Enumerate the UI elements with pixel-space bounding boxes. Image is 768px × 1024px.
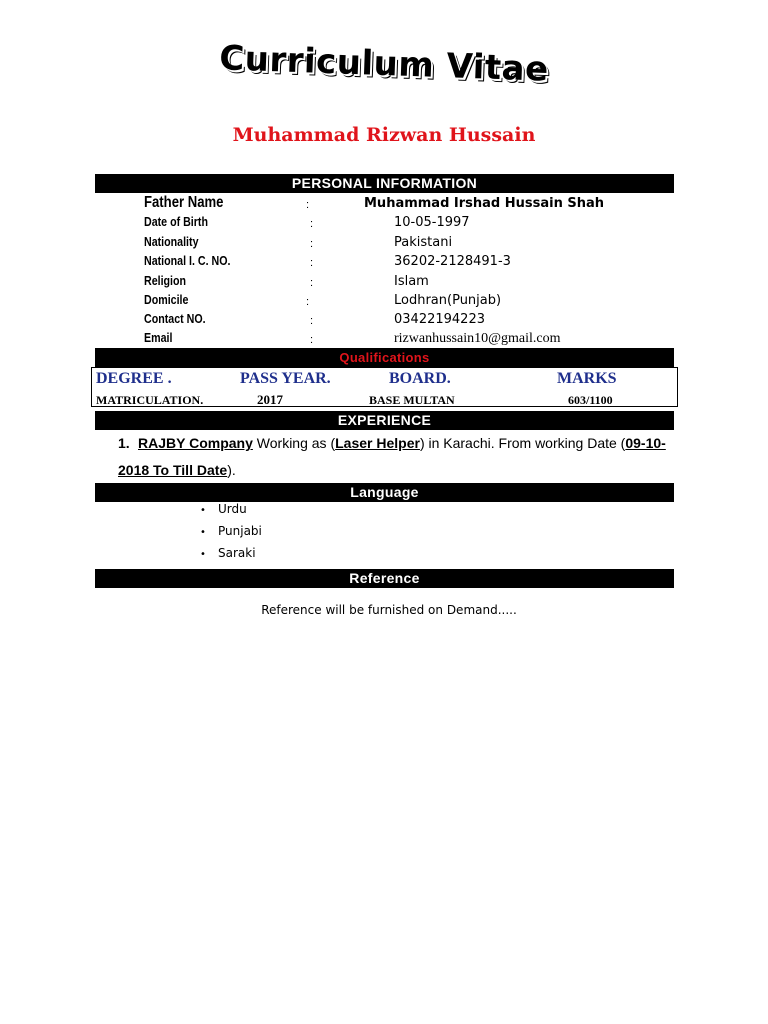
colon: : xyxy=(306,199,310,211)
value-date-of-birth: 10-05-1997 xyxy=(394,215,470,230)
qual-header-pass-year: PASS YEAR. xyxy=(240,370,331,387)
label-nationality: Nationality xyxy=(144,234,199,249)
label-email: Email xyxy=(144,330,173,345)
bullet-icon: • xyxy=(200,505,206,516)
section-header-experience: EXPERIENCE xyxy=(95,411,674,430)
experience-company: RAJBY Company xyxy=(138,435,253,451)
language-label: Urdu xyxy=(218,502,247,516)
qual-header-marks: MARKS xyxy=(557,370,617,387)
qual-header-board: BOARD. xyxy=(389,370,451,387)
label-domicile: Domicile xyxy=(144,292,189,307)
qual-cell-board: BASE MULTAN xyxy=(369,393,455,407)
qual-header-degree: DEGREE . xyxy=(96,370,172,387)
label-national-ic-no: National I. C. NO. xyxy=(144,253,231,268)
section-header-reference: Reference xyxy=(95,569,674,588)
label-contact-no: Contact NO. xyxy=(144,311,206,326)
label-date-of-birth: Date of Birth xyxy=(144,214,208,229)
label-father-name: Father Name xyxy=(144,194,224,211)
experience-role: Laser Helper xyxy=(335,435,420,451)
value-father-name: Muhammad Irshad Hussain Shah xyxy=(364,196,605,211)
experience-text: ) in Karachi. From working Date ( xyxy=(419,435,626,451)
value-domicile: Lodhran(Punjab) xyxy=(394,293,502,308)
value-religion: Islam xyxy=(394,274,429,289)
language-item xyxy=(200,502,247,516)
colon: : xyxy=(310,238,314,250)
section-header-personal-information: PERSONAL INFORMATION xyxy=(95,174,674,193)
colon: : xyxy=(310,218,314,230)
qual-cell-marks: 603/1100 xyxy=(568,393,613,407)
colon: : xyxy=(306,296,310,308)
colon: : xyxy=(310,315,314,327)
label-religion: Religion xyxy=(144,273,187,288)
section-header-language: Language xyxy=(95,483,674,502)
language-item xyxy=(200,524,262,538)
reference-text: Reference will be furnished on Demand..... xyxy=(261,603,517,617)
experience-text: Working as ( xyxy=(252,435,336,451)
candidate-name: Muhammad Rizwan Hussain xyxy=(232,124,536,146)
colon: : xyxy=(310,334,314,346)
value-contact-no: 03422194223 xyxy=(394,312,485,327)
colon: : xyxy=(310,257,314,269)
qual-cell-pass-year: 2017 xyxy=(257,392,283,407)
language-item xyxy=(200,546,256,560)
bullet-icon: • xyxy=(200,549,206,560)
bullet-icon: • xyxy=(200,527,206,538)
experience-item xyxy=(118,430,678,484)
experience-text: ). xyxy=(227,462,236,478)
section-header-qualifications: Qualifications xyxy=(95,348,674,367)
language-label: Punjabi xyxy=(218,524,262,538)
experience-date: 09-10-2018 To Till Date xyxy=(118,435,666,478)
language-label: Saraki xyxy=(218,546,256,560)
qual-cell-degree: MATRICULATION. xyxy=(96,393,204,407)
document-title: Curriculum Vitae xyxy=(218,38,550,90)
list-number: 1. xyxy=(118,435,130,451)
value-national-ic-no: 36202-2128491-3 xyxy=(394,254,511,269)
colon: : xyxy=(310,277,314,289)
value-email: rizwanhussain10@gmail.com xyxy=(394,331,561,346)
value-nationality: Pakistani xyxy=(394,235,453,250)
